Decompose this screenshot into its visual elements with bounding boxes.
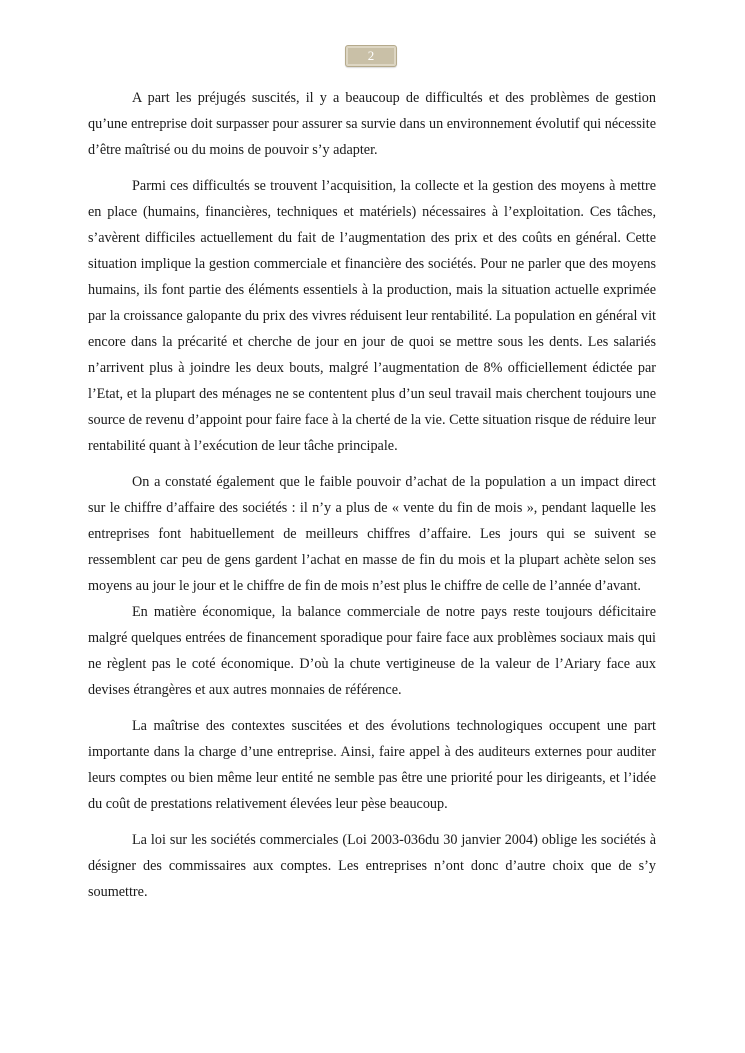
paragraph-6: La loi sur les sociétés commerciales (Loi 2003-036du 30 janvier 2004) oblige les sociétés à désigner des commissaires aux comptes. Les entreprises n’ont donc d’autre choix que de s’y soumettre. [88, 832, 656, 900]
paragraph-1: A part les préjugés suscités, il y a beaucoup de difficultés et des problèmes de gestion qu’une entreprise doit surpasser pour assurer sa survie dans un environnement évolutif qui nécessite d’être maîtrisé ou du moins de pouvoir s’y adapter. [88, 90, 656, 158]
body-text [88, 85, 656, 905]
paragraph-5: La maîtrise des contextes suscitées et des évolutions technologiques occupent une part importante dans la charge d’une entreprise. Ainsi, faire appel à des auditeurs externes pour auditer leurs comptes ou bien même leur entité ne semble pas être une priorité pour les dirigeants, et l’idée du coût de prestations relativement élevées leur pèse beaucoup. [88, 718, 656, 812]
paragraph-3: On a constaté également que le faible pouvoir d’achat de la population a un impact direct sur le chiffre d’affaire des sociétés : il n’y a plus de « vente du fin de mois », pendant laquelle les entreprises font habituellement de meilleurs chiffres d’affaire. Les jours qui se suivent se ressemblent car peu de gens gardent l’achat en masse de fin du mois et la plupart achète selon ses moyens au jour le jour et le chiffre de fin de mois n’est plus le chiffre de celle de l’année d’avant. [88, 474, 656, 594]
paragraph-4: En matière économique, la balance commerciale de notre pays reste toujours déficitaire malgré quelques entrées de financement sporadique pour faire face aux problèmes sociaux mais qui ne règlent pas le coté économique. D’où la chute vertigineuse de la valeur de l’Ariary face aux devises étrangères et aux autres monnaies de référence. [88, 604, 656, 698]
paragraph-2: Parmi ces difficultés se trouvent l’acquisition, la collecte et la gestion des moyens à mettre en place (humains, financières, techniques et matériels) nécessaires à l’exploitation. Ces tâches, s’avèrent difficiles actuellement du fait de l’augmentation des prix et des coûts en général. Cette situation implique la gestion commerciale et financière des sociétés. Pour ne parler que des moyens humains, ils font partie des éléments essentiels à la production, mais la situation actuelle exprimée par la croissance galopante du prix des vivres réduisent leur rentabilité. La population en général vit encore dans la précarité et cherche de jour en jour de quoi se mettre sous les dents. Les salariés n’arrivent plus à joindre les deux bouts, malgré l’augmentation de 8% officiellement édictée par l’Etat, et la plupart des ménages ne se contentent plus d’un seul travail mais cherchent toujours une source de revenu d’appoint pour faire face à la cherté de la vie. Cette situation risque de réduire leur rentabilité quant à l’exécution de leur tâche principale. [88, 178, 656, 454]
page-number-badge: 2 [345, 45, 397, 67]
